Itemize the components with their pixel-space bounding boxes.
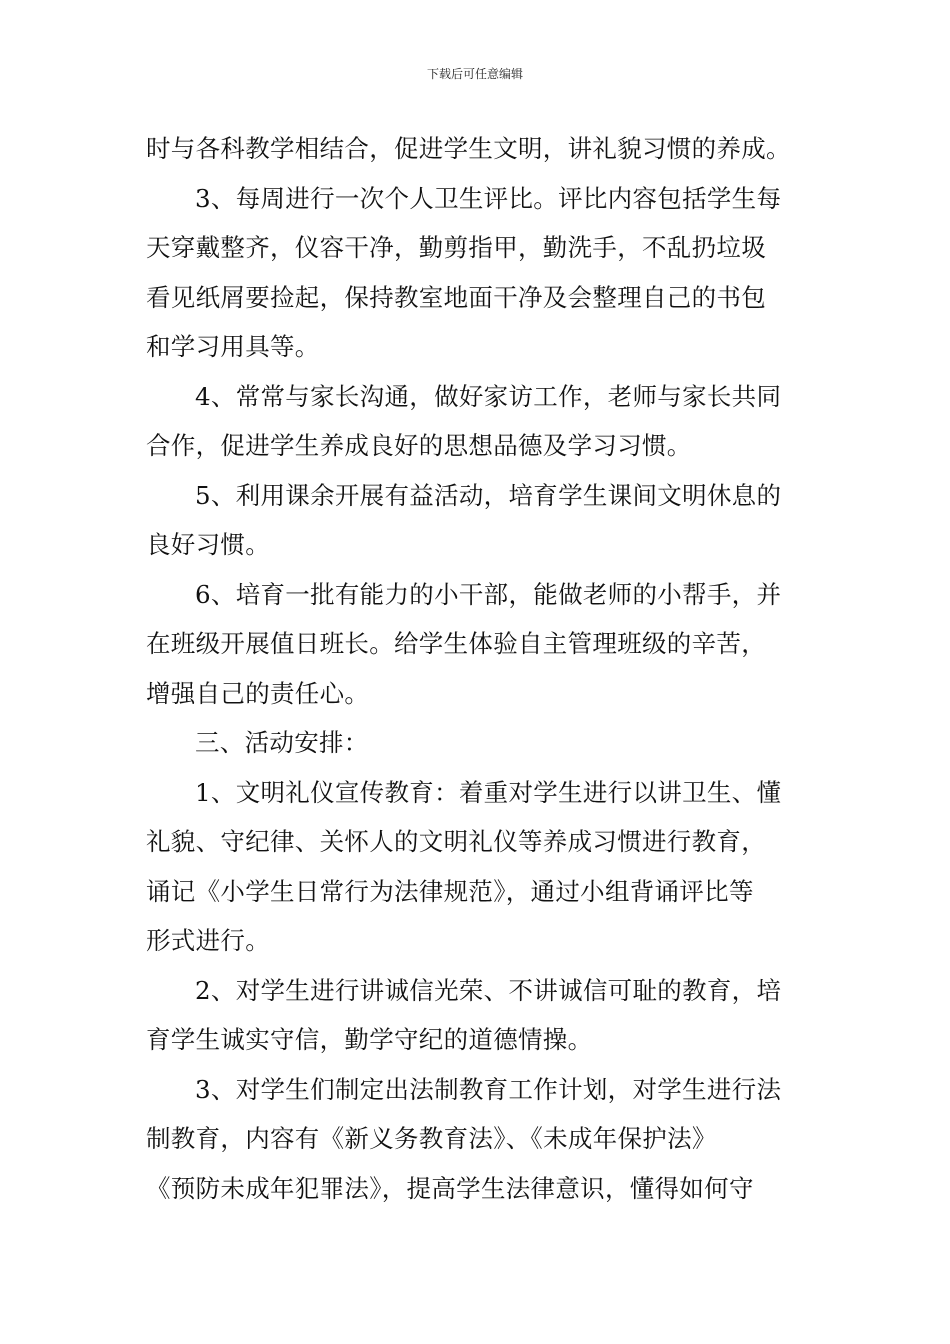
- text-line: 6、培育一批有能力的小干部，能做老师的小帮手，并: [195, 579, 782, 609]
- text-line: 《预防未成年犯罪法》，提高学生法律意识，懂得如何守: [146, 1173, 754, 1203]
- text-line: 3、每周进行一次个人卫生评比。评比内容包括学生每: [195, 183, 782, 213]
- text-line: 在班级开展值日班长。给学生体验自主管理班级的辛苦，: [146, 629, 766, 658]
- text-line: 1、文明礼仪宣传教育：着重对学生进行以讲卫生、懂: [195, 777, 782, 807]
- text-line: 制教育，内容有《新义务教育法》、《未成年保护法》: [146, 1124, 717, 1153]
- text-line: 天穿戴整齐，仪容干净，勤剪指甲，勤洗手，不乱扔垃圾: [146, 233, 766, 262]
- document-body: [146, 124, 816, 1213]
- text-line: 育学生诚实守信，勤学守纪的道德情操。: [146, 1025, 593, 1054]
- text-line: 5、利用课余开展有益活动，培育学生课间文明休息的: [195, 480, 782, 510]
- text-line: 合作，促进学生养成良好的思想品德及学习习惯。: [146, 431, 692, 460]
- text-line: 时与各科教学相结合，促进学生文明，讲礼貌习惯的养成。: [146, 134, 791, 163]
- text-line: 形式进行。: [146, 926, 270, 955]
- text-line: 3、对学生们制定出法制教育工作计划，对学生进行法: [195, 1074, 782, 1104]
- text-line: 2、对学生进行讲诚信光荣、不讲诚信可耻的教育，培: [195, 975, 782, 1005]
- text-line: 诵记《小学生日常行为法律规范》，通过小组背诵评比等: [146, 876, 754, 906]
- text-line: 4、常常与家长沟通，做好家访工作，老师与家长共同: [195, 381, 782, 411]
- section-heading: 三、活动安排：: [195, 728, 369, 757]
- text-line: 看见纸屑要捡起，保持教室地面干净及会整理自己的书包: [146, 282, 766, 312]
- text-line: 礼貌、守纪律、关怀人的文明礼仪等养成习惯进行教育，: [146, 827, 766, 856]
- text-line: 增强自己的责任心。: [146, 678, 370, 708]
- text-line: 和学习用具等。: [146, 332, 320, 361]
- text-line: 良好习惯。: [146, 530, 270, 559]
- page-header: 下载后可任意编辑: [426, 67, 523, 81]
